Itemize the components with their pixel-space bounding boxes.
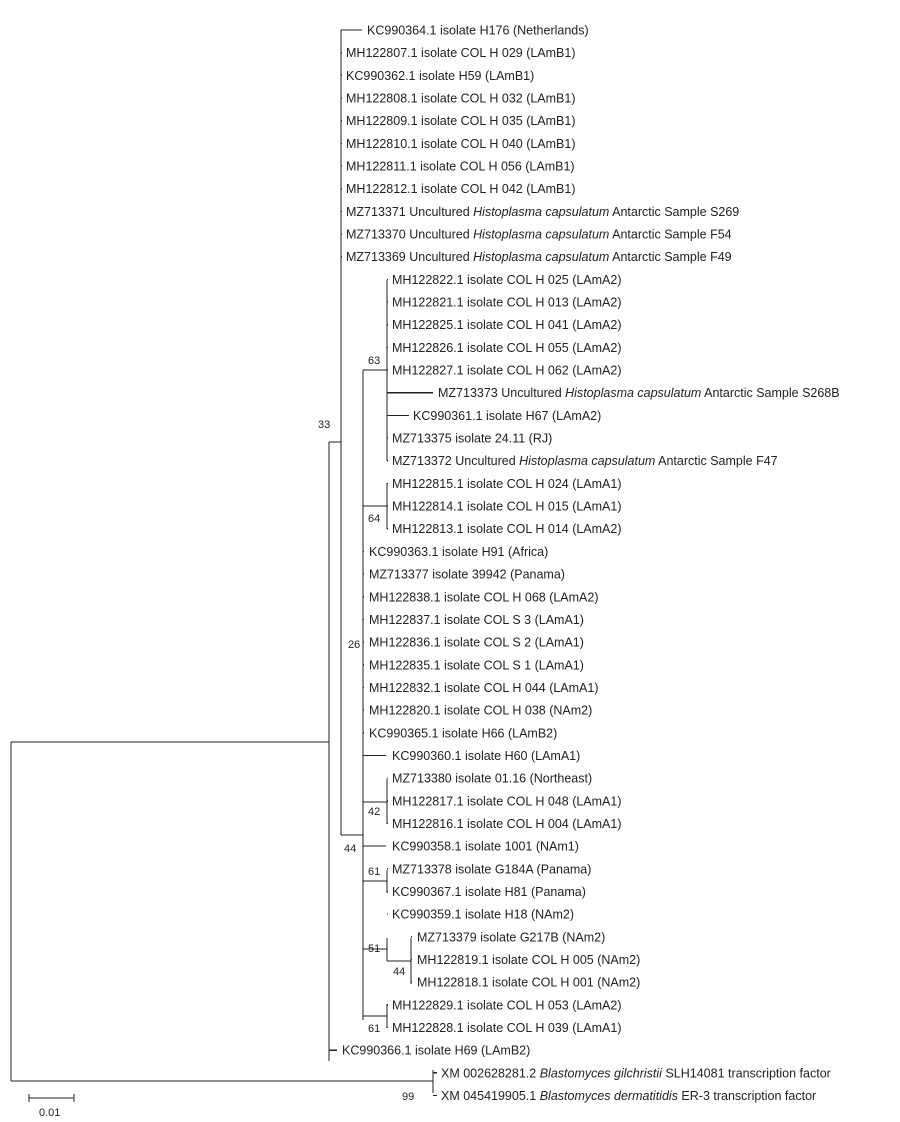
taxon-name-text: MH122810.1 isolate COL H 040 (LAmB1) <box>346 136 576 151</box>
scale-bar <box>29 1094 74 1119</box>
support-value: 44 <box>393 966 406 978</box>
taxon-name-text: MH122836.1 isolate COL S 2 (LAmA1) <box>369 635 584 650</box>
taxon-name-text: MH122813.1 isolate COL H 014 (LAmA2) <box>392 522 622 537</box>
taxon-labels <box>342 24 840 1103</box>
support-value: 44 <box>344 843 357 855</box>
taxon-name-text: SLH14081 transcription factor <box>661 1066 831 1081</box>
support-value: 64 <box>368 513 381 525</box>
taxon-label <box>369 636 584 650</box>
taxon-name-text: MZ713375 isolate 24.11 (RJ) <box>392 431 553 446</box>
taxon-label <box>369 568 565 582</box>
taxon-name-text: MH122816.1 isolate COL H 004 (LAmA1) <box>392 816 622 831</box>
taxon-name-italic: Histoplasma capsulatum <box>473 227 610 242</box>
taxon-name-text: KC990364.1 isolate H176 (Netherlands) <box>367 23 589 38</box>
taxon-name-text: MH122832.1 isolate COL H 044 (LAmA1) <box>369 680 599 695</box>
taxon-label <box>392 1021 622 1035</box>
taxon-label <box>417 976 640 990</box>
taxon-label <box>392 840 579 854</box>
support-value: 33 <box>318 419 331 431</box>
taxon-name-text: MZ713373 Uncultured <box>438 386 566 401</box>
taxon-label <box>392 908 574 922</box>
taxon-name-text: MH122822.1 isolate COL H 025 (LAmA2) <box>392 272 622 287</box>
taxon-name-text: MH122809.1 isolate COL H 035 (LAmB1) <box>346 114 576 129</box>
support-value: 61 <box>368 1023 381 1035</box>
taxon-name-text: MZ713371 Uncultured <box>346 204 474 219</box>
taxon-label <box>346 160 575 174</box>
taxon-label <box>369 545 548 559</box>
taxon-label <box>392 318 622 332</box>
taxon-label <box>392 998 622 1012</box>
taxon-name-text: KC990360.1 isolate H60 (LAmA1) <box>392 748 581 763</box>
taxon-name-text: MZ713369 Uncultured <box>346 250 474 265</box>
taxon-name-text: MZ713380 isolate 01.16 (Northeast) <box>392 771 593 786</box>
taxon-label <box>392 432 552 446</box>
taxon-name-text: MZ713377 isolate 39942 (Panama) <box>369 567 565 582</box>
taxon-name-italic: Blastomyces gilchristii <box>539 1066 662 1081</box>
taxon-name-text: Antarctic Sample F49 <box>609 250 732 265</box>
taxon-name-text: KC990359.1 isolate H18 (NAm2) <box>392 907 575 922</box>
taxon-label <box>369 613 584 627</box>
taxon-name-text: MH122838.1 isolate COL H 068 (LAmA2) <box>369 590 599 605</box>
taxon-name-text: MZ713370 Uncultured <box>346 227 474 242</box>
taxon-name-text: KC990366.1 isolate H69 (LAmB2) <box>342 1043 531 1058</box>
taxon-name-italic: Histoplasma capsulatum <box>565 386 702 401</box>
taxon-name-text: Antarctic Sample F47 <box>655 454 778 469</box>
taxon-label <box>392 794 622 808</box>
taxon-name-text: MH122820.1 isolate COL H 038 (NAm2) <box>369 703 593 718</box>
support-value: 51 <box>368 943 381 955</box>
taxon-name-text: KC990362.1 isolate H59 (LAmB1) <box>346 68 535 83</box>
taxon-label <box>346 137 576 151</box>
taxon-label <box>392 772 592 786</box>
taxon-name-italic: Histoplasma capsulatum <box>473 204 610 219</box>
taxon-name-text: MZ713372 Uncultured <box>392 454 520 469</box>
taxon-label <box>392 885 586 899</box>
taxon-name-text: Antarctic Sample S268B <box>701 386 840 401</box>
taxon-label <box>367 24 589 38</box>
taxon-label <box>369 726 557 740</box>
taxon-name-text: MH122826.1 isolate COL H 055 (LAmA2) <box>392 340 622 355</box>
taxon-name-text: MZ713378 isolate G184A (Panama) <box>392 862 592 877</box>
taxon-label <box>392 477 622 491</box>
taxon-name-text: KC990365.1 isolate H66 (LAmB2) <box>369 726 558 741</box>
taxon-name-text: MH122811.1 isolate COL H 056 (LAmB1) <box>346 159 575 174</box>
taxon-name-text: Antarctic Sample S269 <box>609 204 740 219</box>
support-value: 99 <box>402 1091 415 1103</box>
taxon-label <box>346 205 739 219</box>
taxon-label <box>392 296 622 310</box>
taxon-name-text: KC990363.1 isolate H91 (Africa) <box>369 544 549 559</box>
taxon-label <box>346 46 576 60</box>
taxon-name-text: MH122807.1 isolate COL H 029 (LAmB1) <box>346 46 576 61</box>
taxon-name-text: MH122835.1 isolate COL S 1 (LAmA1) <box>369 658 584 673</box>
taxon-label <box>346 182 576 196</box>
taxon-label <box>369 681 599 695</box>
taxon-label <box>369 704 592 718</box>
taxon-label <box>441 1066 831 1080</box>
taxon-name-text: MH122817.1 isolate COL H 048 (LAmA1) <box>392 794 622 809</box>
support-value: 42 <box>368 806 381 818</box>
taxon-name-text: MH122828.1 isolate COL H 039 (LAmA1) <box>392 1020 622 1035</box>
taxon-name-text: MH122827.1 isolate COL H 062 (LAmA2) <box>392 363 622 378</box>
taxon-label <box>346 114 576 128</box>
taxon-name-text: KC990361.1 isolate H67 (LAmA2) <box>413 408 602 423</box>
taxon-label <box>369 658 584 672</box>
taxon-label <box>392 500 622 514</box>
taxon-label <box>417 930 605 944</box>
taxon-name-text: MH122819.1 isolate COL H 005 (NAm2) <box>417 952 641 967</box>
taxon-label <box>392 817 622 831</box>
taxon-label <box>438 386 840 400</box>
taxon-name-text: MH122815.1 isolate COL H 024 (LAmA1) <box>392 476 622 491</box>
taxon-label <box>392 341 622 355</box>
taxon-name-text: MH122812.1 isolate COL H 042 (LAmB1) <box>346 182 576 197</box>
support-value: 26 <box>348 639 361 651</box>
support-value: 61 <box>368 866 381 878</box>
taxon-label <box>346 92 576 106</box>
taxon-label <box>417 953 640 967</box>
taxon-name-text: MH122821.1 isolate COL H 013 (LAmA2) <box>392 295 622 310</box>
taxon-name-text: KC990367.1 isolate H81 (Panama) <box>392 884 586 899</box>
taxon-name-text: MZ713379 isolate G217B (NAm2) <box>417 930 606 945</box>
taxon-label <box>413 409 601 423</box>
taxon-label <box>346 69 534 83</box>
taxon-label <box>392 364 622 378</box>
taxon-label <box>392 454 778 468</box>
taxon-label <box>369 590 599 604</box>
taxon-name-italic: Histoplasma capsulatum <box>473 250 610 265</box>
taxon-name-text: MH122808.1 isolate COL H 032 (LAmB1) <box>346 91 576 106</box>
taxon-name-text: XM 045419905.1 <box>441 1088 540 1103</box>
taxon-name-text: XM 002628281.2 <box>441 1066 540 1081</box>
taxon-label <box>392 273 622 287</box>
taxon-label <box>392 862 591 876</box>
taxon-label <box>346 228 732 242</box>
scale-bar-label: 0.01 <box>39 1107 61 1119</box>
taxon-label <box>441 1089 816 1103</box>
taxon-name-text: MH122814.1 isolate COL H 015 (LAmA1) <box>392 499 622 514</box>
taxon-name-text: Antarctic Sample F54 <box>609 227 732 242</box>
taxon-label <box>392 749 580 763</box>
taxon-label <box>392 522 622 536</box>
taxon-name-text: KC990358.1 isolate 1001 (NAm1) <box>392 839 579 854</box>
taxon-label <box>346 250 732 264</box>
taxon-name-text: ER-3 transcription factor <box>677 1088 817 1103</box>
taxon-name-text: MH122818.1 isolate COL H 001 (NAm2) <box>417 975 641 990</box>
taxon-name-text: MH122837.1 isolate COL S 3 (LAmA1) <box>369 612 584 627</box>
taxon-name-italic: Histoplasma capsulatum <box>519 454 656 469</box>
taxon-label <box>342 1044 530 1058</box>
taxon-name-text: MH122825.1 isolate COL H 041 (LAmA2) <box>392 318 622 333</box>
taxon-name-italic: Blastomyces dermatitidis <box>539 1088 678 1103</box>
taxon-name-text: MH122829.1 isolate COL H 053 (LAmA2) <box>392 998 622 1013</box>
support-value: 63 <box>368 355 381 367</box>
